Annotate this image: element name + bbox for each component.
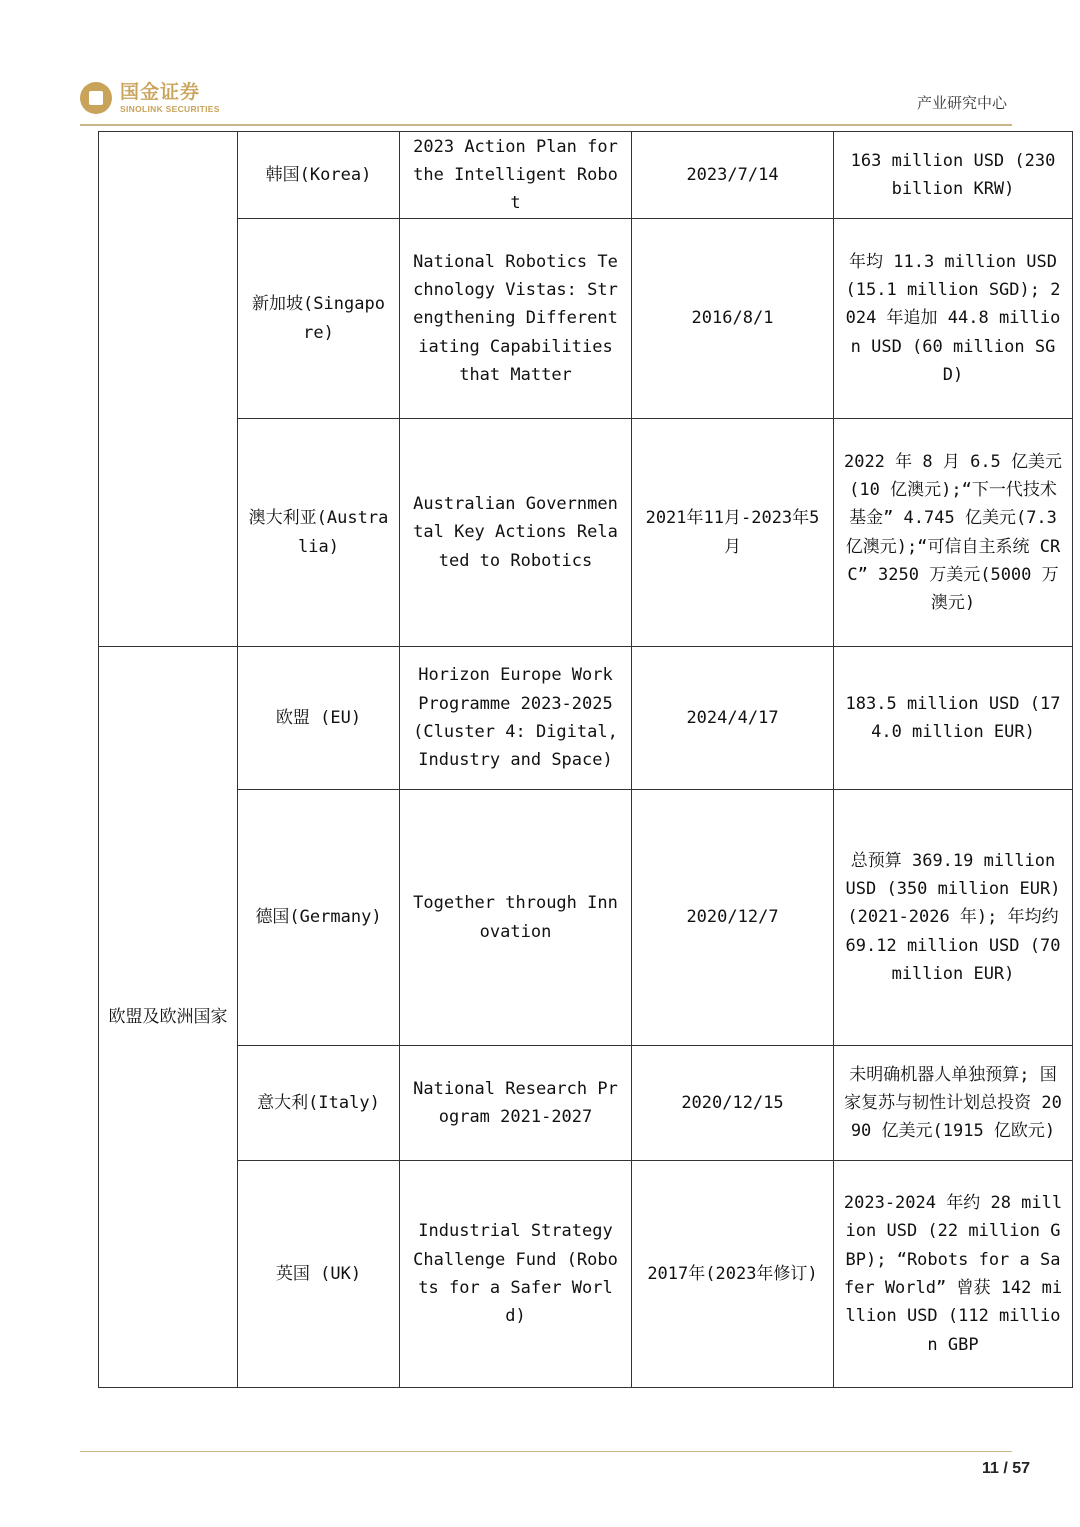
robot-policy-table xyxy=(98,131,1073,1388)
policy-cell: Together through Innovation xyxy=(400,790,632,1046)
funding-cell: 2023-2024 年约 28 million USD (22 million GBP); “Robots for a Safer World” 曾获 142 million USD (112 million GBP xyxy=(834,1161,1073,1388)
date-cell: 2020/12/7 xyxy=(632,790,834,1046)
funding-cell: 总预算 369.19 million USD (350 million EUR) (2021-2026 年); 年均约 69.12 million USD (70 million EUR) xyxy=(834,790,1073,1046)
date-cell: 2016/8/1 xyxy=(632,219,834,419)
table-row-eu xyxy=(99,647,1073,790)
table-row-australia xyxy=(99,419,1073,647)
region-cell: 欧盟及欧洲国家 xyxy=(99,647,238,1388)
date-cell: 2017年(2023年修订) xyxy=(632,1161,834,1388)
funding-cell: 未明确机器人单独预算; 国家复苏与韧性计划总投资 2090 亿美元(1915 亿欧元) xyxy=(834,1046,1073,1161)
date-cell: 2021年11月-2023年5月 xyxy=(632,419,834,647)
date-cell: 2023/7/14 xyxy=(632,132,834,219)
date-cell: 2020/12/15 xyxy=(632,1046,834,1161)
logo-en-text: SINOLINK SECURITIES xyxy=(120,103,220,114)
page-number: 11 / 57 xyxy=(981,1460,1030,1477)
region-cell xyxy=(99,132,238,647)
section-label: 产业研究中心 xyxy=(916,94,1007,112)
company-logo xyxy=(80,78,220,118)
table-row-uk xyxy=(99,1161,1073,1388)
funding-cell: 163 million USD (230 billion KRW) xyxy=(834,132,1073,219)
policy-cell: Australian Governmental Key Actions Related to Robotics xyxy=(400,419,632,647)
footer-divider xyxy=(80,1451,1012,1452)
policy-cell: National Robotics Technology Vistas: Strengthening Differentiating Capabilities that Matter xyxy=(400,219,632,419)
policy-cell: Horizon Europe Work Programme 2023-2025 (Cluster 4: Digital, Industry and Space) xyxy=(400,647,632,790)
logo-cn-text: 国金证券 xyxy=(120,80,201,103)
policy-cell: 2023 Action Plan for the Intelligent Robot xyxy=(400,132,632,219)
table-row-germany xyxy=(99,790,1073,1046)
country-cell: 意大利(Italy) xyxy=(238,1046,400,1161)
page-header xyxy=(0,0,1080,130)
country-cell: 英国 (UK) xyxy=(238,1161,400,1388)
table-row-italy xyxy=(99,1046,1073,1161)
header-divider xyxy=(80,124,1012,126)
table-row-korea xyxy=(99,132,1073,219)
funding-cell: 183.5 million USD (174.0 million EUR) xyxy=(834,647,1073,790)
policy-cell: Industrial Strategy Challenge Fund (Robots for a Safer World) xyxy=(400,1161,632,1388)
funding-cell: 2022 年 8 月 6.5 亿美元(10 亿澳元);“下一代技术基金” 4.745 亿美元(7.3 亿澳元);“可信自主系统 CRC” 3250 万美元(5000 万澳元) xyxy=(834,419,1073,647)
date-cell: 2024/4/17 xyxy=(632,647,834,790)
country-cell: 欧盟 (EU) xyxy=(238,647,400,790)
country-cell: 韩国(Korea) xyxy=(238,132,400,219)
country-cell: 德国(Germany) xyxy=(238,790,400,1046)
funding-cell: 年均 11.3 million USD (15.1 million SGD); 2024 年追加 44.8 million USD (60 million SGD) xyxy=(834,219,1073,419)
country-cell: 新加坡(Singapore) xyxy=(238,219,400,419)
logo-mark-icon xyxy=(80,82,112,114)
table-row-singapore xyxy=(99,219,1073,419)
policy-cell: National Research Program 2021-2027 xyxy=(400,1046,632,1161)
country-cell: 澳大利亚(Australia) xyxy=(238,419,400,647)
